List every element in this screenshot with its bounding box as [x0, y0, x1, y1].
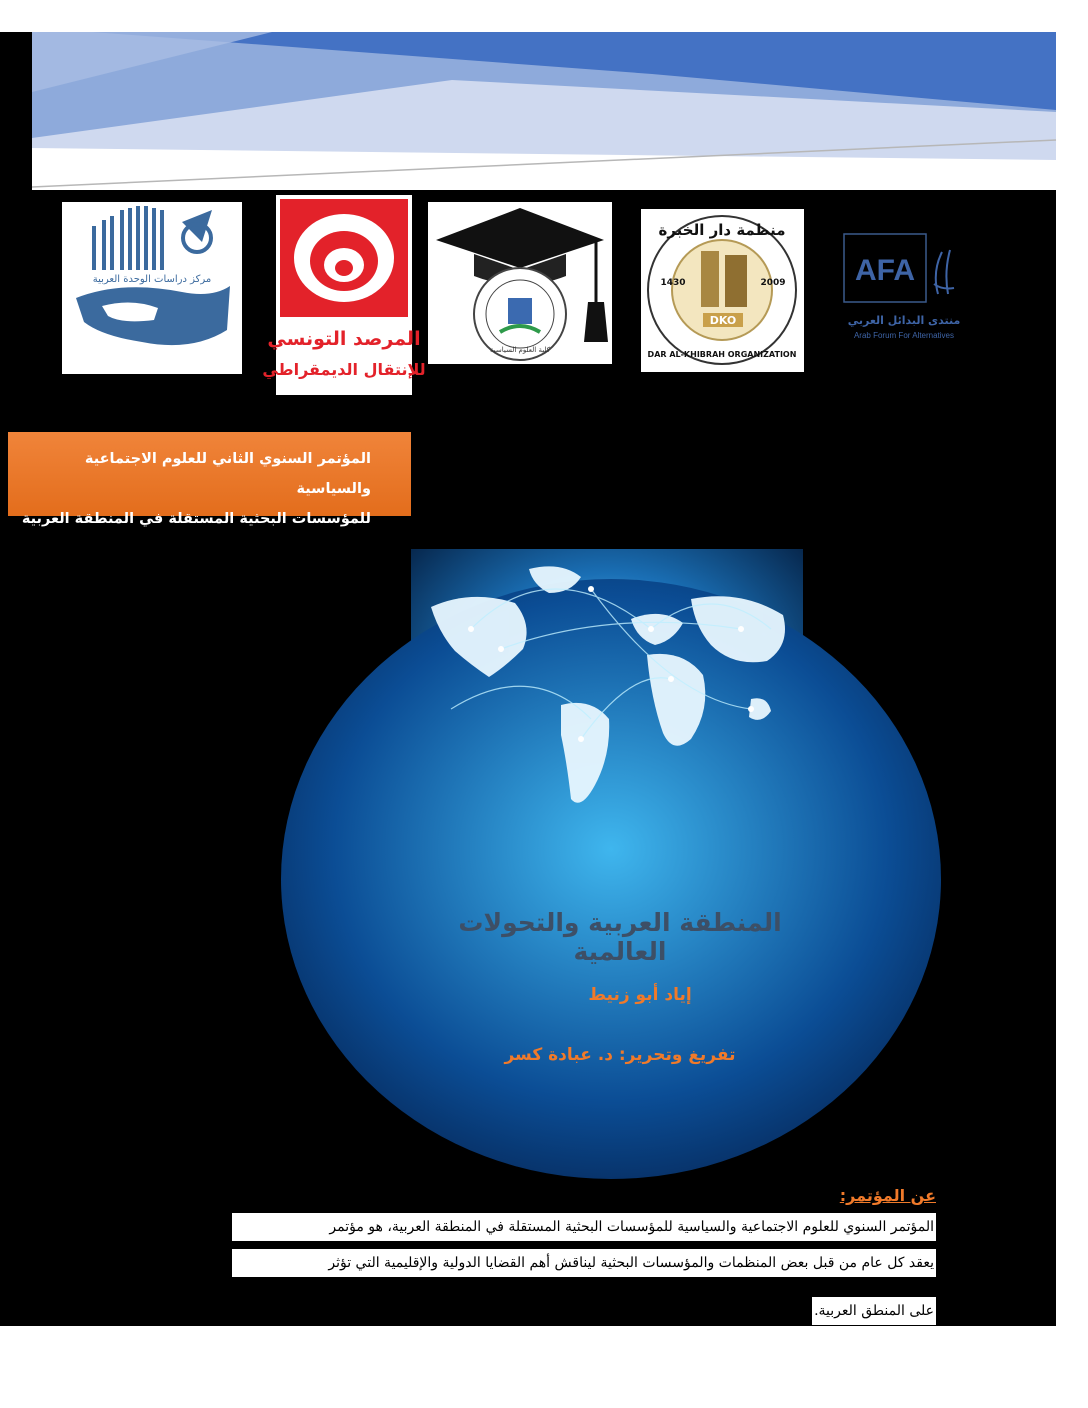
dko-year-right: 2009: [760, 278, 786, 288]
conference-title-box: [8, 432, 411, 527]
about-heading: عن المؤتمر:: [839, 1186, 936, 1205]
dko-arabic-name: منظمة دار الخبرة: [658, 221, 786, 239]
afa-english: Arab Forum For Alternatives: [853, 331, 955, 340]
about-line1: المؤتمر السنوي للعلوم الاجتماعية والسياسية للمؤسسات البحثية المستقلة في المنطقة العربية، هو مؤتمر: [232, 1213, 936, 1241]
tunisian-logo-line2: للإنتقال الديمقراطي: [262, 360, 426, 379]
wahda-logo-text: مركز دراسات الوحدة العربية: [92, 274, 212, 285]
dko-year-left: 1430: [660, 278, 686, 288]
dko-english-name: DAR AL-KHIBRAH ORGANIZATION: [647, 350, 797, 359]
afa-abbr: AFA: [855, 254, 915, 287]
author-name: إياد أبو زنيط: [588, 985, 692, 1005]
tunisian-observatory-logo: [262, 195, 426, 395]
university-logo: [428, 202, 612, 364]
afa-arabic: منتدى البدائل العربي: [847, 314, 961, 327]
conference-line1: المؤتمر السنوي الثاني للعلوم الاجتماعية والسياسية: [84, 451, 371, 497]
about-body: [232, 1213, 936, 1326]
dko-logo: [641, 209, 804, 372]
conference-line2: للمؤسسات البحثية المستقلة في المنطقة العربية: [21, 511, 371, 527]
about-line3: على المنطق العربية.: [812, 1297, 936, 1325]
globe-network-image: [411, 549, 803, 843]
tunisian-logo-line1: المرصد التونسي: [267, 328, 421, 350]
main-title: المنطقة العربية والتحولات العالمية: [458, 908, 782, 966]
wahda-logo: [62, 202, 242, 374]
afa-logo: [838, 232, 968, 344]
dko-abbr: DKO: [709, 314, 737, 327]
header-band: [32, 32, 1056, 190]
editor-credit: تفريغ وتحرير: د. عبادة كسر: [504, 1045, 736, 1065]
university-logo-caption: كلية العلوم السياسية: [490, 346, 550, 354]
about-line2: يعقد كل عام من قبل بعض المنظمات والمؤسسات البحثية ليناقش أهم القضايا الدولية والإقليمية التي تؤثر: [232, 1249, 936, 1277]
